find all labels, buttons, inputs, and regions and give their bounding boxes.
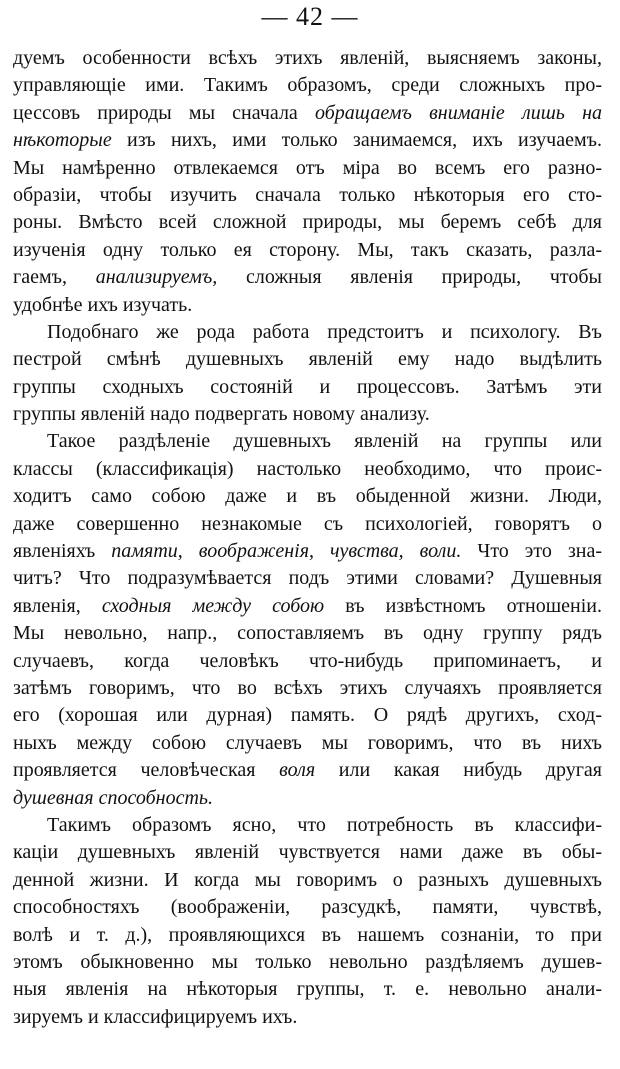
text-line [13,757,602,784]
text-run: его (хорошая или дурная) память. О рядѣ другихъ, сход- [13,704,602,727]
text-line [13,620,602,647]
text-run: каціи душевныхъ явленій чувствуется нами даже въ обы- [13,841,602,864]
text-run: Подобнаго же рода работа предстоитъ и психологу. Въ [47,320,602,343]
text-line [13,511,602,538]
text-run: денной жизни. И когда мы говоримъ о разныхъ душевныхъ [13,868,602,891]
text-run: цессовъ природы мы сначала [13,101,315,124]
text-line [13,155,602,182]
text-run: волѣ и т. д.), проявляющихся въ нашемъ сознаніи, то при [13,923,602,946]
text-run: или какая нибудь другая [315,759,602,782]
text-line [13,976,602,1003]
text-line [13,456,602,483]
text-line [13,346,602,373]
text-line [13,237,602,264]
text-run: проявляется человѣческая [13,759,280,782]
text-run: въ извѣстномъ отношеніи. [324,594,602,617]
emphasized-text: воля [279,759,316,782]
text-line [13,483,602,510]
text-line [13,565,602,592]
text-line [13,839,602,866]
text-line [13,72,602,99]
emphasized-text: нѣкоторые [13,129,112,152]
page-number: — 42 — [261,2,359,31]
text-run: способностяхъ (воображеніи, разсудкѣ, памяти, чувствѣ, [13,896,602,919]
text-line [13,374,602,401]
text-line [13,538,602,565]
text-run: даже совершенно незнакомые съ психологіей, говорятъ о [13,512,602,535]
text-run: Такое раздѣленіе душевныхъ явленій на группы или [47,430,602,453]
text-run: Мы намѣренно отвлекаемся отъ міра во всемъ его разно- [13,156,602,179]
text-run: образіи, чтобы изучить сначала только нѣкоторыя его сто- [13,183,602,206]
emphasized-text: сходныя между собою [101,594,325,617]
emphasized-text: памяти, воображенія, чувства, воли. [111,540,462,563]
text-run: классы (классификація) настолько необходимо, что проис- [13,457,602,480]
text-run: роны. Вмѣсто всей сложной природы, мы беремъ себѣ для [13,211,602,234]
text-run: Мы невольно, напр., сопоставляемъ въ одну группу рядъ [13,622,602,645]
text-run: этомъ обыкновенно мы только невольно раздѣляемъ душев- [13,950,602,973]
text-line [13,319,602,346]
text-run: удобнѣе ихъ изучать. [13,293,193,316]
text-run: ныхъ между собою случаевъ мы говоримъ, что въ нихъ [13,731,602,754]
text-run: явленія, [13,594,102,617]
text-run: пестрой смѣнѣ душевныхъ явленій ему надо выдѣлить [13,348,602,371]
text-line [13,100,602,127]
text-run: случаевъ, когда человѣкъ что-нибудь припоминаетъ, и [13,649,602,672]
text-line [13,922,602,949]
text-line [13,785,602,812]
body-text [13,45,602,1031]
text-run: изъ нихъ, ими только занимаемся, ихъ изучаемъ. [111,129,602,152]
text-line [13,812,602,839]
text-line [13,593,602,620]
text-run: затѣмъ говоримъ, что во всѣхъ этихъ случаяхъ проявляется [13,676,602,699]
text-run: сложныя явленія природы, чтобы [217,266,602,289]
text-run: гаемъ, [13,266,96,289]
text-line [13,1004,602,1031]
text-run: группы явленій надо подвергать новому анализу. [13,403,430,426]
text-line [13,45,602,72]
text-line [13,127,602,154]
text-line [13,867,602,894]
text-line [13,292,602,319]
emphasized-text: обращаемъ вниманіе лишь на [315,101,603,124]
emphasized-text: душевная способность. [13,786,213,809]
text-run: зируемъ и классифицируемъ ихъ. [13,1005,298,1028]
text-run: ходитъ само собою даже и въ обыденной жизни. Люди, [13,485,602,508]
text-run: дуемъ особенности всѣхъ этихъ явленій, выясняемъ законы, [13,47,602,69]
text-run: ныя явленія на нѣкоторыя группы, т. е. невольно анали- [13,978,602,1001]
text-line [13,675,602,702]
text-line [13,894,602,921]
text-run: явленіяхъ [13,540,112,563]
text-line [13,949,602,976]
text-run: Что это зна- [461,540,602,563]
text-run: Такимъ образомъ ясно, что потребность въ классифи- [47,813,602,836]
text-line [13,702,602,729]
text-line [13,182,602,209]
text-line [13,730,602,757]
text-run: читъ? Что подразумѣвается подъ этими словами? Душевныя [13,567,602,590]
text-run: управляющіе ими. Такимъ образомъ, среди сложныхъ про- [13,74,602,97]
text-line [13,428,602,455]
text-line [13,209,602,236]
emphasized-text: анализируемъ, [95,266,218,289]
text-line [13,648,602,675]
text-run: группы сходныхъ состояній и процессовъ. Затѣмъ эти [13,375,602,398]
text-run: изученія одну только ея сторону. Мы, такъ сказать, разла- [13,238,602,261]
text-line [13,264,602,291]
text-line [13,401,602,428]
